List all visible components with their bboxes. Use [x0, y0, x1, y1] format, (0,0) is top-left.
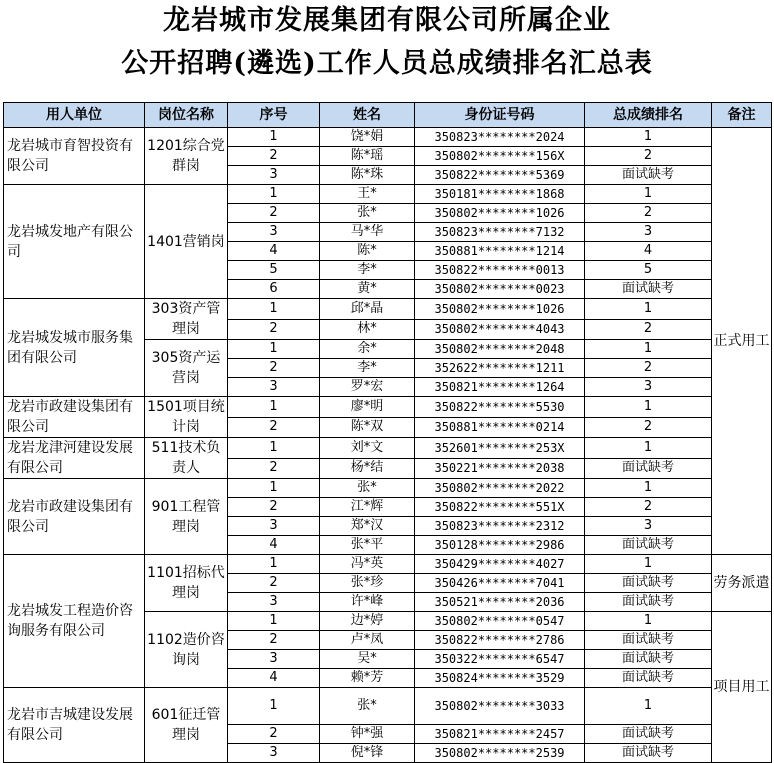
table-row	[4, 479, 772, 498]
no-cell: 5	[228, 261, 320, 280]
id-cell: 350221********2038	[415, 458, 585, 479]
table-row	[4, 397, 772, 418]
rank-cell: 3	[585, 517, 712, 536]
name-cell: 杨*结	[320, 458, 415, 479]
name-cell: 林*	[320, 319, 415, 340]
name-cell: 张*	[320, 204, 415, 223]
id-cell: 350821********1264	[415, 378, 585, 397]
no-cell: 1	[228, 340, 320, 359]
rank-cell: 面试缺考	[585, 725, 712, 744]
id-cell: 350802********2022	[415, 479, 585, 498]
no-cell: 1	[228, 688, 320, 725]
rank-cell: 1	[585, 688, 712, 725]
post-cell: 1101招标代理岗	[145, 555, 228, 612]
rank-cell: 1	[585, 438, 712, 459]
id-cell: 350802********0023	[415, 280, 585, 299]
name-cell: 罗*宏	[320, 378, 415, 397]
no-cell: 2	[228, 498, 320, 517]
id-cell: 350426********7041	[415, 574, 585, 593]
id-cell: 350822********5530	[415, 397, 585, 418]
id-cell: 350802********3033	[415, 688, 585, 725]
post-cell: 303资产管理岗	[145, 299, 228, 340]
name-cell: 许*峰	[320, 593, 415, 612]
rank-cell: 3	[585, 223, 712, 242]
post-cell: 305资产运营岗	[145, 340, 228, 397]
rank-cell: 面试缺考	[585, 744, 712, 763]
id-cell: 350802********0547	[415, 612, 585, 631]
name-cell: 倪*锋	[320, 744, 415, 763]
no-cell: 3	[228, 593, 320, 612]
header-post: 岗位名称	[145, 103, 228, 128]
rank-cell: 1	[585, 340, 712, 359]
post-cell: 601征迁管理岗	[145, 688, 228, 763]
name-cell: 廖*明	[320, 397, 415, 418]
id-cell: 350181********1868	[415, 185, 585, 204]
rank-cell: 2	[585, 498, 712, 517]
header-no: 序号	[228, 103, 320, 128]
id-cell: 350802********4043	[415, 319, 585, 340]
header-id: 身份证号码	[415, 103, 585, 128]
rank-cell: 2	[585, 417, 712, 438]
header-rank: 总成绩排名	[585, 103, 712, 128]
note-cell: 劳务派遣	[712, 555, 772, 612]
name-cell: 郑*汉	[320, 517, 415, 536]
rank-cell: 2	[585, 204, 712, 223]
no-cell: 2	[228, 359, 320, 378]
note-cell: 项目用工	[712, 612, 772, 763]
no-cell: 4	[228, 242, 320, 261]
name-cell: 饶*娟	[320, 128, 415, 147]
unit-cell: 龙岩城市育智投资有限公司	[4, 128, 145, 185]
rank-cell: 1	[585, 397, 712, 418]
rank-cell: 1	[585, 612, 712, 631]
post-cell: 1401营销岗	[145, 185, 228, 299]
no-cell: 3	[228, 744, 320, 763]
name-cell: 陈*珠	[320, 166, 415, 185]
rank-cell: 5	[585, 261, 712, 280]
unit-cell: 龙岩城发地产有限公司	[4, 185, 145, 299]
no-cell: 1	[228, 479, 320, 498]
name-cell: 钟*强	[320, 725, 415, 744]
no-cell: 6	[228, 280, 320, 299]
name-cell: 余*	[320, 340, 415, 359]
rank-cell: 面试缺考	[585, 280, 712, 299]
no-cell: 1	[228, 128, 320, 147]
no-cell: 3	[228, 517, 320, 536]
note-cell: 正式用工	[712, 128, 772, 555]
rank-cell: 1	[585, 299, 712, 320]
table-row	[4, 128, 772, 147]
unit-cell: 龙岩城发工程造价咨询服务有限公司	[4, 555, 145, 688]
no-cell: 2	[228, 417, 320, 438]
no-cell: 1	[228, 397, 320, 418]
rank-cell: 面试缺考	[585, 631, 712, 650]
name-cell: 张*	[320, 688, 415, 725]
header-unit: 用人单位	[4, 103, 145, 128]
rank-cell: 2	[585, 359, 712, 378]
unit-cell: 龙岩市政建设集团有限公司	[4, 397, 145, 438]
id-cell: 350802********1026	[415, 299, 585, 320]
rank-cell: 面试缺考	[585, 536, 712, 555]
no-cell: 2	[228, 631, 320, 650]
id-cell: 350128********2986	[415, 536, 585, 555]
name-cell: 陈*	[320, 242, 415, 261]
post-cell: 901工程管理岗	[145, 479, 228, 555]
table-row	[4, 555, 772, 574]
no-cell: 4	[228, 669, 320, 688]
name-cell: 刘*文	[320, 438, 415, 459]
no-cell: 1	[228, 555, 320, 574]
title-line-1: 龙岩城市发展集团有限公司所属企业	[163, 5, 611, 36]
post-cell: 1102造价咨询岗	[145, 612, 228, 688]
name-cell: 吴*	[320, 650, 415, 669]
rank-cell: 1	[585, 185, 712, 204]
id-cell: 350822********5369	[415, 166, 585, 185]
no-cell: 2	[228, 725, 320, 744]
name-cell: 张*	[320, 479, 415, 498]
post-cell: 1201综合党群岗	[145, 128, 228, 185]
name-cell: 冯*英	[320, 555, 415, 574]
name-cell: 张*珍	[320, 574, 415, 593]
name-cell: 王*	[320, 185, 415, 204]
id-cell: 350881********1214	[415, 242, 585, 261]
no-cell: 2	[228, 147, 320, 166]
header-note: 备注	[712, 103, 772, 128]
post-cell: 511技术负责人	[145, 438, 228, 479]
rank-cell: 1	[585, 128, 712, 147]
rank-cell: 1	[585, 479, 712, 498]
id-cell: 350802********2048	[415, 340, 585, 359]
name-cell: 江*辉	[320, 498, 415, 517]
name-cell: 黄*	[320, 280, 415, 299]
table-row	[4, 299, 772, 320]
no-cell: 3	[228, 223, 320, 242]
no-cell: 2	[228, 204, 320, 223]
no-cell: 2	[228, 319, 320, 340]
table-row	[4, 688, 772, 725]
id-cell: 350802********1026	[415, 204, 585, 223]
no-cell: 3	[228, 650, 320, 669]
rank-cell: 2	[585, 147, 712, 166]
unit-cell: 龙岩城发城市服务集团有限公司	[4, 299, 145, 397]
name-cell: 边*婷	[320, 612, 415, 631]
header-row	[4, 103, 772, 128]
no-cell: 4	[228, 536, 320, 555]
rank-cell: 面试缺考	[585, 574, 712, 593]
post-cell: 1501项目统计岗	[145, 397, 228, 438]
rank-cell: 面试缺考	[585, 650, 712, 669]
rank-cell: 面试缺考	[585, 669, 712, 688]
id-cell: 350822********0013	[415, 261, 585, 280]
name-cell: 马*华	[320, 223, 415, 242]
id-cell: 352622********1211	[415, 359, 585, 378]
no-cell: 1	[228, 185, 320, 204]
id-cell: 350821********2457	[415, 725, 585, 744]
name-cell: 陈*瑶	[320, 147, 415, 166]
name-cell: 李*	[320, 261, 415, 280]
ranking-table	[3, 102, 772, 763]
id-cell: 350823********7132	[415, 223, 585, 242]
unit-cell: 龙岩市政建设集团有限公司	[4, 479, 145, 555]
name-cell: 邱*晶	[320, 299, 415, 320]
name-cell: 卢*凤	[320, 631, 415, 650]
rank-cell: 面试缺考	[585, 166, 712, 185]
id-cell: 350429********4027	[415, 555, 585, 574]
id-cell: 350322********6547	[415, 650, 585, 669]
name-cell: 赖*芳	[320, 669, 415, 688]
name-cell: 李*	[320, 359, 415, 378]
no-cell: 1	[228, 438, 320, 459]
unit-cell: 龙岩市吉城建设发展有限公司	[4, 688, 145, 763]
header-name: 姓名	[320, 103, 415, 128]
rank-cell: 3	[585, 378, 712, 397]
id-cell: 350823********2024	[415, 128, 585, 147]
id-cell: 352601********253X	[415, 438, 585, 459]
id-cell: 350822********551X	[415, 498, 585, 517]
name-cell: 陈*双	[320, 417, 415, 438]
unit-cell: 龙岩龙津河建设发展有限公司	[4, 438, 145, 479]
no-cell: 1	[228, 299, 320, 320]
id-cell: 350822********2786	[415, 631, 585, 650]
no-cell: 2	[228, 458, 320, 479]
id-cell: 350802********2539	[415, 744, 585, 763]
id-cell: 350824********3529	[415, 669, 585, 688]
no-cell: 3	[228, 166, 320, 185]
rank-cell: 2	[585, 319, 712, 340]
id-cell: 350823********2312	[415, 517, 585, 536]
rank-cell: 1	[585, 555, 712, 574]
no-cell: 3	[228, 378, 320, 397]
rank-cell: 面试缺考	[585, 458, 712, 479]
id-cell: 350521********2036	[415, 593, 585, 612]
id-cell: 350802********156X	[415, 147, 585, 166]
table-row	[4, 185, 772, 204]
name-cell: 张*平	[320, 536, 415, 555]
rank-cell: 面试缺考	[585, 593, 712, 612]
rank-cell: 4	[585, 242, 712, 261]
no-cell: 2	[228, 574, 320, 593]
title-line-2: 公开招聘(遴选)工作人员总成绩排名汇总表	[121, 48, 653, 79]
table-row	[4, 438, 772, 459]
id-cell: 350881********0214	[415, 417, 585, 438]
no-cell: 1	[228, 612, 320, 631]
